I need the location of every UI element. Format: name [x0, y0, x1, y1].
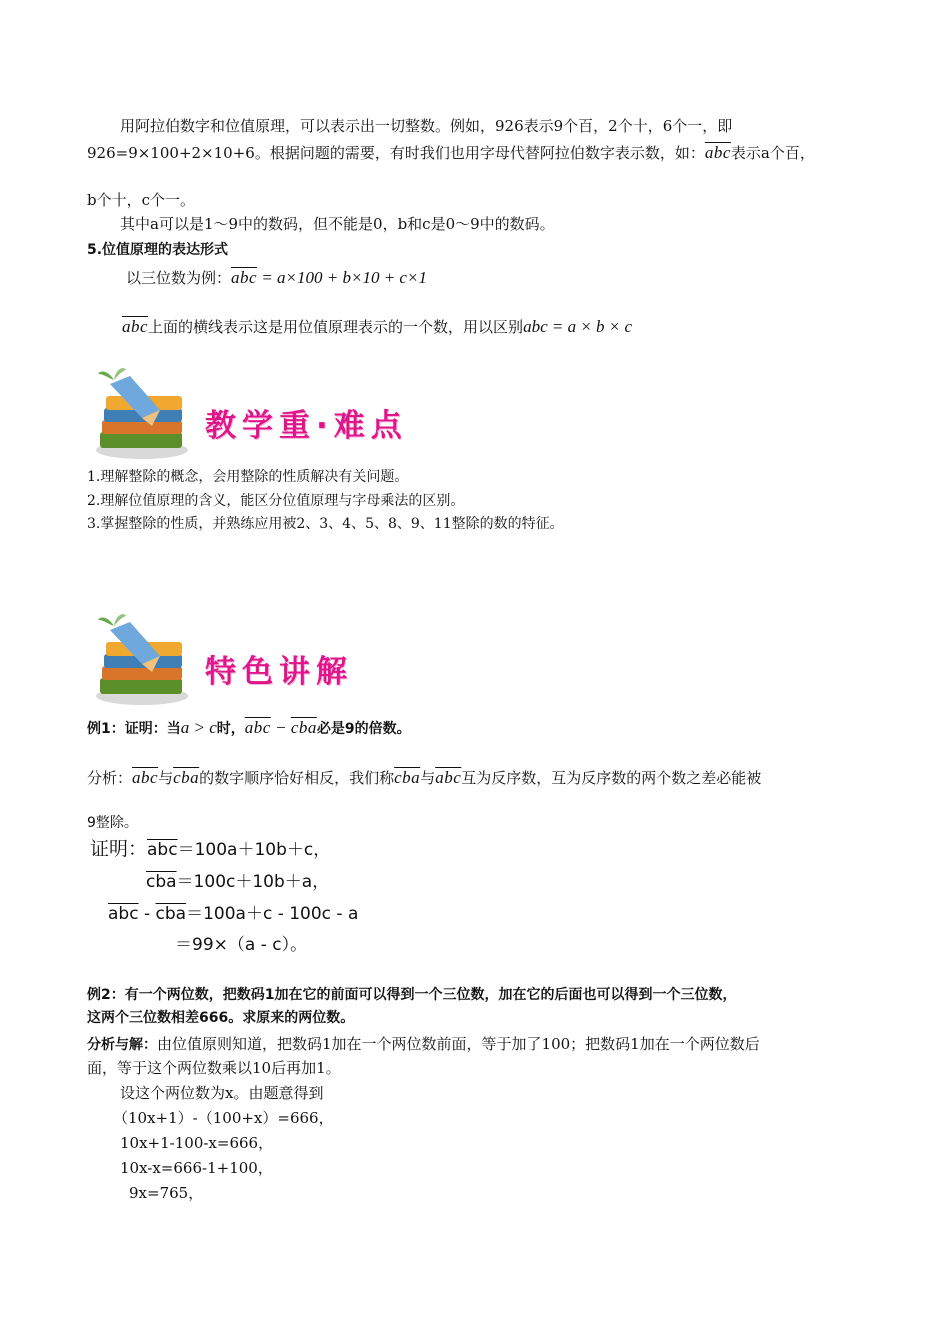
equation-1: （10x+1）-（100+x）=666，: [113, 1109, 334, 1127]
proof-2-lhs: $\overline{cba}$: [146, 872, 177, 892]
note-text: 上面的横线表示这是用位值原理表示的一个数，用以区别: [148, 318, 524, 336]
intro-line-2: [87, 143, 815, 163]
books-pencil-icon: [90, 612, 190, 708]
proof-3-mid: -: [138, 904, 156, 924]
analysis-abc: $\overline{abc}$: [132, 768, 159, 787]
intro-line-2b: 表示a个百，: [730, 144, 815, 162]
ex1-minus: −: [270, 718, 291, 737]
teaching-item-1: 1.理解整除的概念，会用整除的性质解决有关问题。: [87, 469, 409, 485]
analysis-and-1: 与: [158, 769, 174, 787]
analysis-line-2: 9整除。: [87, 815, 138, 831]
example-1-question: [87, 718, 411, 739]
equation-3: 10x-x=666-1+100，: [120, 1159, 273, 1177]
proof-1-lhs: $\overline{abc}$: [147, 840, 178, 860]
analysis-cba: $\overline{cba}$: [173, 768, 200, 787]
feature-section-title: 特色讲解: [205, 654, 353, 690]
note-abc: $\overline{abc}$: [122, 317, 149, 336]
example-1-analysis: [87, 768, 761, 788]
example-2-solution-line-2: 面，等于这个两位数乘以10后再加1。: [87, 1059, 341, 1077]
proof-2-rhs: ＝100c＋10b＋a，: [176, 872, 330, 892]
example-2-solution-line-3: 设这个两位数为x。由题意得到: [120, 1084, 324, 1102]
proof-label: 证明：: [90, 838, 148, 860]
analysis-text-2: 互为反序数，互为反序数的两个数之差必能被: [461, 769, 762, 787]
proof-3-lhs-1: $\overline{abc}$: [108, 904, 139, 924]
proof-line-1: [90, 838, 330, 861]
ex1-mid: 时，: [216, 721, 245, 737]
proof-1-rhs: ＝100a＋10b＋c，: [177, 840, 331, 860]
analysis-text-1: 的数字顺序恰好相反，我们称: [199, 769, 395, 787]
note-formula: abc = a × b × c: [523, 317, 633, 336]
analysis-cba-2: $\overline{cba}$: [394, 768, 421, 787]
teaching-item-2: 2.理解位值原理的含义，能区分位值原理与字母乘法的区别。: [87, 493, 465, 509]
solution-text-1: 由位值原则知道，把数码1加在一个两位数前面，等于加了100；把数码1加在一个两位数后: [157, 1035, 760, 1053]
example-2-solution-line-1: [87, 1034, 760, 1055]
intro-line-3: b个十，c个一。: [87, 191, 196, 209]
equation-2: 10x+1-100-x=666，: [120, 1134, 274, 1152]
intro-line-4: 其中a可以是1～9中的数码，但不能是0，b和c是0～9中的数码。: [120, 215, 555, 233]
analysis-abc-2: $\overline{abc}$: [435, 768, 462, 787]
formula-rest: = a×100 + b×10 + c×1: [257, 268, 427, 287]
proof-line-2: [146, 871, 329, 893]
ex1-cond: a > c: [180, 718, 217, 737]
example-2-question-line-2: 这两个三位数相差666。求原来的两位数。: [87, 1010, 355, 1026]
formula-abc: $\overline{abc}$: [231, 268, 258, 287]
proof-line-3: [108, 903, 358, 925]
intro-line-1: 用阿拉伯数字和位值原理，可以表示出一切整数。例如，926表示9个百，2个十，6个一，即: [120, 117, 733, 135]
example-prefix: 以三位数为例：: [126, 269, 232, 287]
example-2-question-line-1: 例2：有一个两位数，把数码1加在它的前面可以得到一个三位数，加在它的后面也可以得到一个三位数，: [87, 987, 737, 1003]
analysis-and-2: 与: [420, 769, 436, 787]
books-pencil-icon: [90, 366, 190, 462]
solution-label: 分析与解：: [87, 1037, 157, 1053]
teaching-section-title: 教学重·难点: [205, 408, 408, 444]
teaching-item-3: 3.掌握整除的性质，并熟练应用被2、3、4、5、8、9、11整除的数的特征。: [87, 516, 564, 532]
ex1-cba: $\overline{cba}$: [290, 718, 317, 737]
ex1-suffix: 必是9的倍数。: [316, 721, 411, 737]
ex1-prefix: 例1：证明：当: [87, 721, 181, 737]
intro-line-2a: 926=9×100+2×10+6。根据问题的需要，有时我们也用字母代替阿拉伯数字表示数，如：: [87, 144, 705, 162]
proof-line-4: ＝99×（a - c）。: [175, 935, 308, 955]
section-5-example: [126, 268, 427, 288]
equation-4: 9x=765，: [129, 1184, 204, 1202]
section-5-heading: 5.位值原理的表达形式: [87, 242, 229, 258]
abc-notation: $\overline{abc}$: [704, 143, 731, 162]
proof-3-lhs-2: $\overline{cba}$: [155, 904, 187, 924]
ex1-abc: $\overline{abc}$: [244, 718, 271, 737]
proof-3-rhs: ＝100a＋c - 100c - a: [186, 904, 359, 924]
analysis-label: 分析：: [87, 769, 133, 787]
section-5-note: [122, 317, 632, 337]
